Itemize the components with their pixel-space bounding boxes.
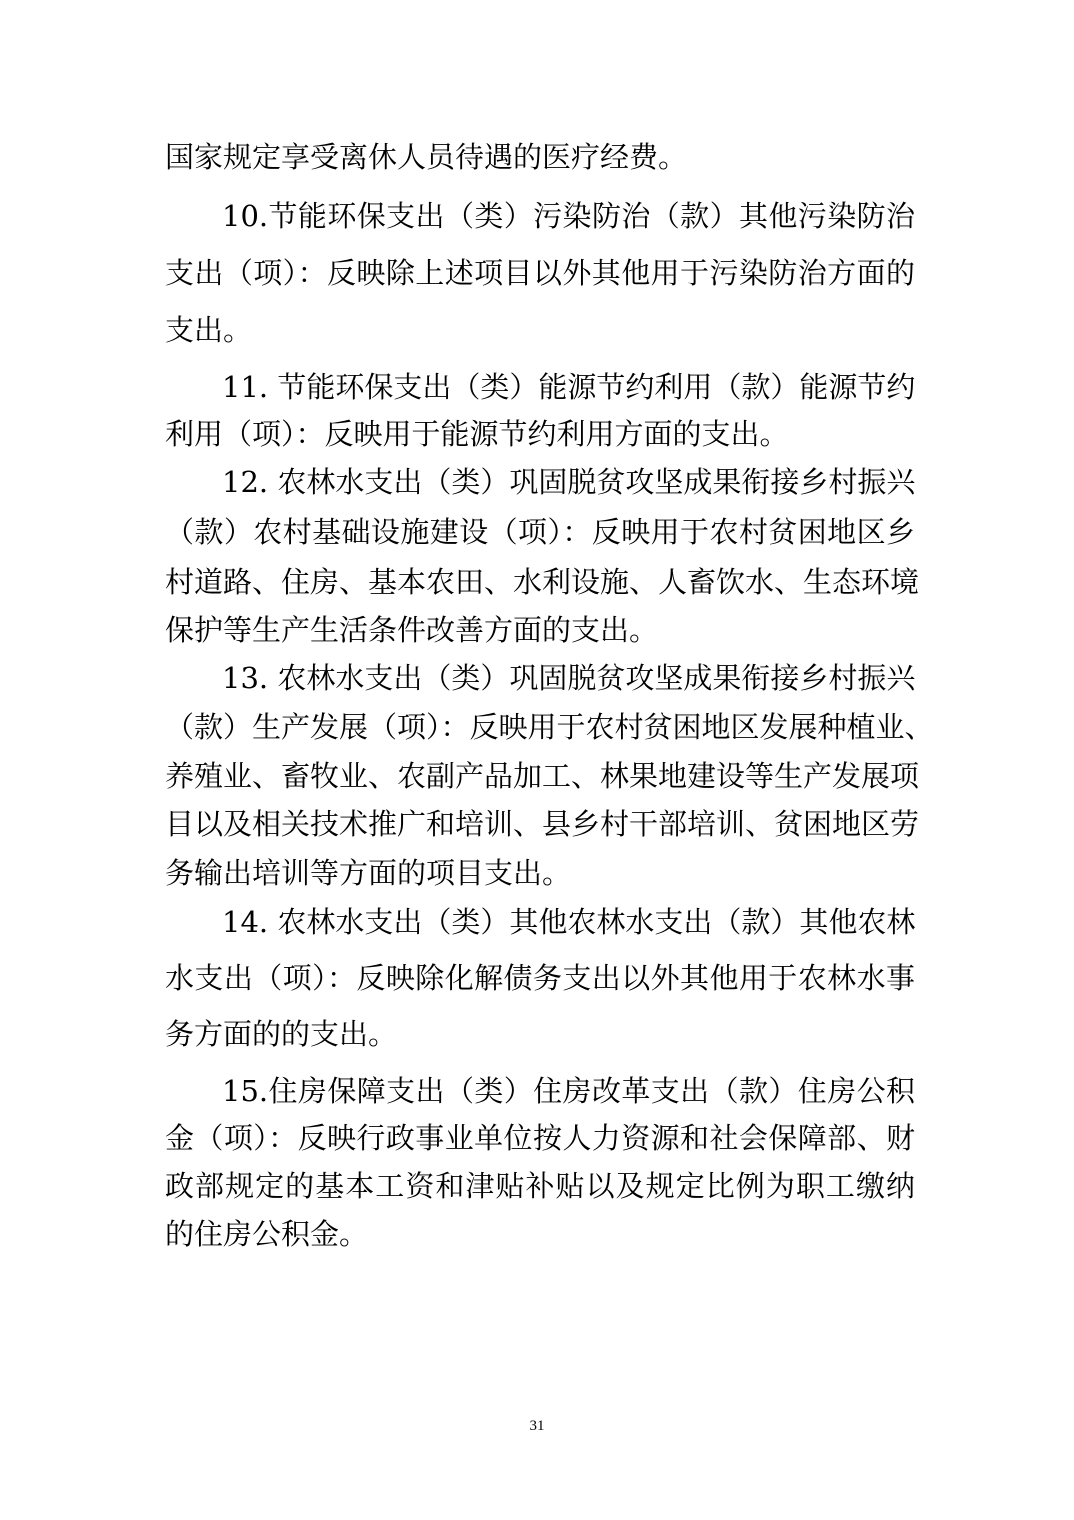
text-line-4: 支出。 [165, 313, 253, 347]
text-line-21: 政部规定的基本工资和津贴补贴以及规定比例为职工缴纳 [165, 1169, 915, 1203]
text-line-7: 12. 农林水支出（类）巩固脱贫攻坚成果衔接乡村振兴 [222, 465, 916, 499]
text-line-8: （款）农村基础设施建设（项）：反映用于农村贫困地区乡 [165, 515, 915, 549]
text-line-12: （款）生产发展（项）：反映用于农村贫困地区发展种植业、 [165, 710, 934, 744]
text-line-13: 养殖业、畜牧业、农副产品加工、林果地建设等生产发展项 [165, 759, 920, 793]
text-line-16: 14. 农林水支出（类）其他农林水支出（款）其他农林 [222, 905, 916, 939]
text-line-19: 15.住房保障支出（类）住房改革支出（款）住房公积 [222, 1074, 915, 1108]
text-line-18: 务方面的的支出。 [165, 1017, 398, 1051]
text-line-17: 水支出（项）：反映除化解债务支出以外其他用于农林水事 [165, 961, 915, 995]
text-line-6: 利用（项）：反映用于能源节约利用方面的支出。 [165, 417, 789, 451]
text-line-14: 目以及相关技术推广和培训、县乡村干部培训、贫困地区劳 [165, 807, 920, 841]
text-line-15: 务输出培训等方面的项目支出。 [165, 856, 572, 890]
text-line-22: 的住房公积金。 [165, 1217, 369, 1251]
text-line-2: 10.节能环保支出（类）污染防治（款）其他污染防治 [222, 199, 915, 233]
page-number: 31 [529, 1418, 545, 1434]
text-line-11: 13. 农林水支出（类）巩固脱贫攻坚成果衔接乡村振兴 [222, 661, 916, 695]
text-line-5: 11. 节能环保支出（类）能源节约利用（款）能源节约 [222, 370, 916, 404]
text-line-1: 国家规定享受离休人员待遇的医疗经费。 [165, 140, 688, 174]
text-line-10: 保护等生产生活条件改善方面的支出。 [165, 613, 659, 647]
text-line-3: 支出（项）：反映除上述项目以外其他用于污染防治方面的 [165, 256, 915, 290]
text-line-20: 金（项）：反映行政事业单位按人力资源和社会保障部、财 [165, 1121, 915, 1155]
text-line-9: 村道路、住房、基本农田、水利设施、人畜饮水、生态环境 [165, 565, 920, 599]
